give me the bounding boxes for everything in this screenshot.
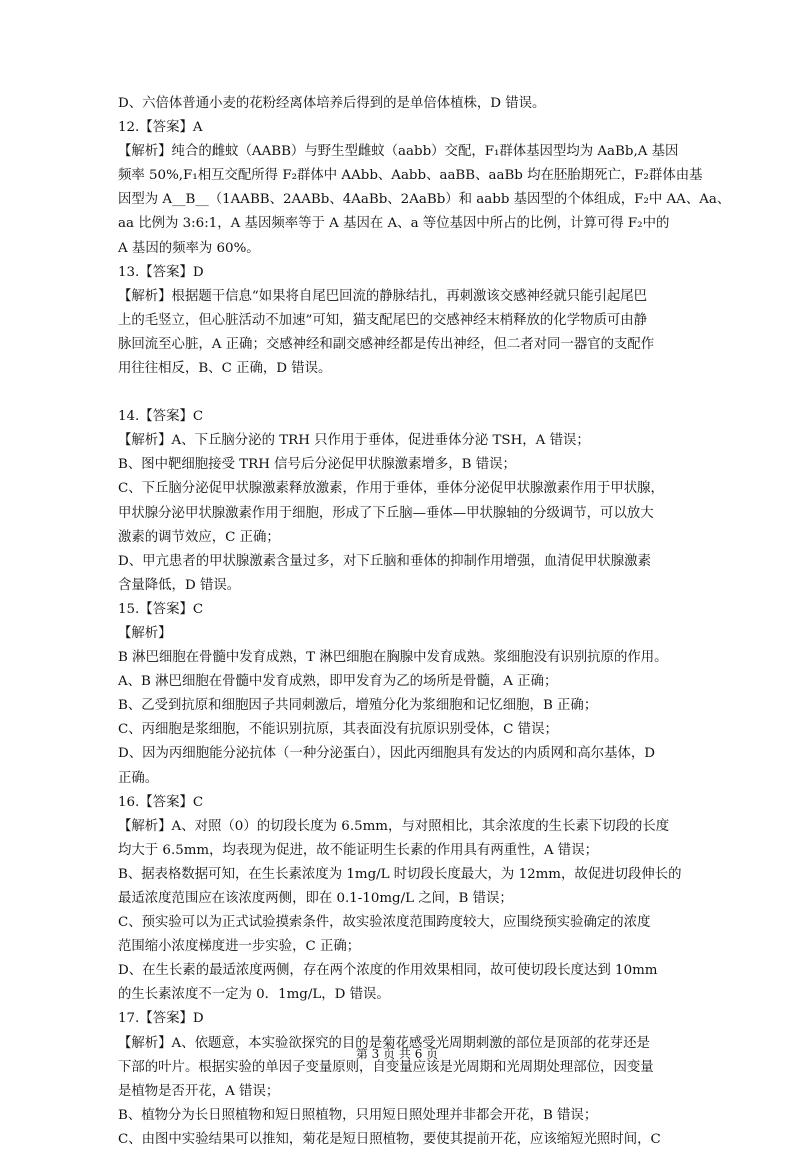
text-line: 【解析】根据题干信息“如果将自尾巴回流的静脉结扎，再刺激该交感神经就只能引起尾巴 [118,288,648,304]
text-line: B、乙受到抗原和细胞因子共同刺激后，增殖分化为浆细胞和记忆细胞，B 正确； [118,698,598,714]
text-line: 的生长素浓度不一定为 0．1mg/L，D 错误。 [118,987,390,1003]
text-line: 因型为 A__B__（1AABB、2AABb、4AaBb、2AaBb）和 aabb 基因型的个体组成，F₂中 AA、Aa、 [118,192,731,208]
text-line: 【解析】A、下丘脑分泌的 TRH 只作用于垂体，促进垂体分泌 TSH，A 错误； [118,433,590,449]
text-line: B、据表格数据可知，在生长素浓度为 1mg/L 时切段长度最大，为 12mm，故促进切段伸长的 [118,866,682,882]
text-line: B、植物分为长日照植物和短日照植物，只用短日照处理并非都会开花，B 错误； [118,1107,598,1123]
text-line: D、甲亢患者的甲状腺激素含量过多，对下丘脑和垂体的抑制作用增强，血清促甲状腺激素 [118,553,651,569]
text-line: 16.【答案】C [118,794,204,810]
text-line: 正确。 [118,770,159,786]
text-line: A 基因的频率为 60%。 [118,240,260,256]
text-line: C、丙细胞是浆细胞，不能识别抗原，其表面没有抗原识别受体，C 错误； [118,722,558,738]
text-line: 激素的调节效应，C 正确； [118,529,280,545]
text-line: 范围缩小浓度梯度进一步实验，C 正确； [118,939,361,955]
text-line: 脉回流至心脏，A 正确；交感神经和副交感神经都是传出神经，但二者对同一器官的支配作 [118,336,655,352]
text-line: D、在生长素的最适浓度两侧，存在两个浓度的作用效果相同，故可使切段长度达到 10mm [118,963,658,979]
text-line: 12.【答案】A [118,120,203,136]
text-line: 14.【答案】C [118,409,204,425]
text-line: aa 比例为 3:6:1，A 基因频率等于 A 基因在 A、a 等位基因中所占的比例，计算可得 F₂中的 [118,216,670,232]
text-line: 最适浓度范围应在该浓度两侧，即在 0.1-10mg/L 之间，B 错误； [118,891,513,906]
text-line: C、下丘脑分泌促甲状腺激素释放激素，作用于垂体，垂体分泌促甲状腺激素作用于甲状腺， [118,481,664,497]
text-line: 上的毛竖立，但心脏活动不加速”可知，猫支配尾巴的交感神经末梢释放的化学物质可由静 [118,312,648,328]
text-line: 13.【答案】D [118,264,204,280]
text-line: C、由图中实验结果可以推知，菊花是短日照植物，要使其提前开花，应该缩短光照时间，C [118,1131,661,1147]
document-body [118,92,731,1152]
blank-line [118,381,692,405]
text-line: 频率 50%,F₁相互交配所得 F₂群体中 AAbb、Aabb、aaBB、aaBb 均在胚胎期死亡，F₂群体由基 [118,168,703,184]
text-line: 是植物是否开花，A 错误； [118,1083,280,1099]
text-line: 17.【答案】D [118,1011,204,1027]
text-line: 含量降低，D 错误。 [118,577,241,593]
text-line: C、预实验可以为正式试验摸索条件，故实验浓度范围跨度较大，应围绕预实验确定的浓度 [118,915,651,931]
text-line: 用往往相反，B、C 正确，D 错误。 [118,361,332,377]
page-footer: 第 3 页 共 6 页 [355,1047,439,1061]
text-line: 【解析】纯合的雌蚊（AABB）与野生型雌蚊（aabb）交配，F₁群体基因型均为 AaBb,A 基因 [118,144,679,160]
text-line: 甲状腺分泌甲状腺激素作用于细胞，形成了下丘脑—垂体—甲状腺轴的分级调节，可以放大 [118,505,654,521]
text-line: 15.【答案】C [118,601,204,617]
text-line: 【解析】A、依题意，本实验欲探究的目的是菊花感受光周期刺激的部位是顶部的花芽还是 [118,1035,650,1051]
text-line: 【解析】A、对照（0）的切段长度为 6.5mm，与对照相比，其余浓度的生长素下切段的长度 [118,818,670,834]
text-line: B 淋巴细胞在骨髓中发育成熟，T 淋巴细胞在胸腺中发育成熟。浆细胞没有识别抗原的作用。 [118,650,668,666]
text-line: 【解析】 [118,625,172,641]
text-line: 均大于 6.5mm，均表现为促进，故不能证明生长素的作用具有两重性，A 错误； [118,842,598,858]
text-line: D、因为丙细胞能分泌抗体（一种分泌蛋白），因此丙细胞具有发达的内质网和高尔基体，D [118,746,656,762]
text-line: 下部的叶片。根据实验的单因子变量原则，自变量应该是光周期和光周期处理部位，因变量 [118,1059,654,1075]
text-line: A、B 淋巴细胞在骨髓中发育成熟，即甲发育为乙的场所是骨髓，A 正确； [118,674,558,690]
text-line: B、图中靶细胞接受 TRH 信号后分泌促甲状腺激素增多，B 错误； [118,457,516,473]
text-line: D、六倍体普通小麦的花粉经离体培养后得到的是单倍体植株，D 错误。 [118,96,546,111]
